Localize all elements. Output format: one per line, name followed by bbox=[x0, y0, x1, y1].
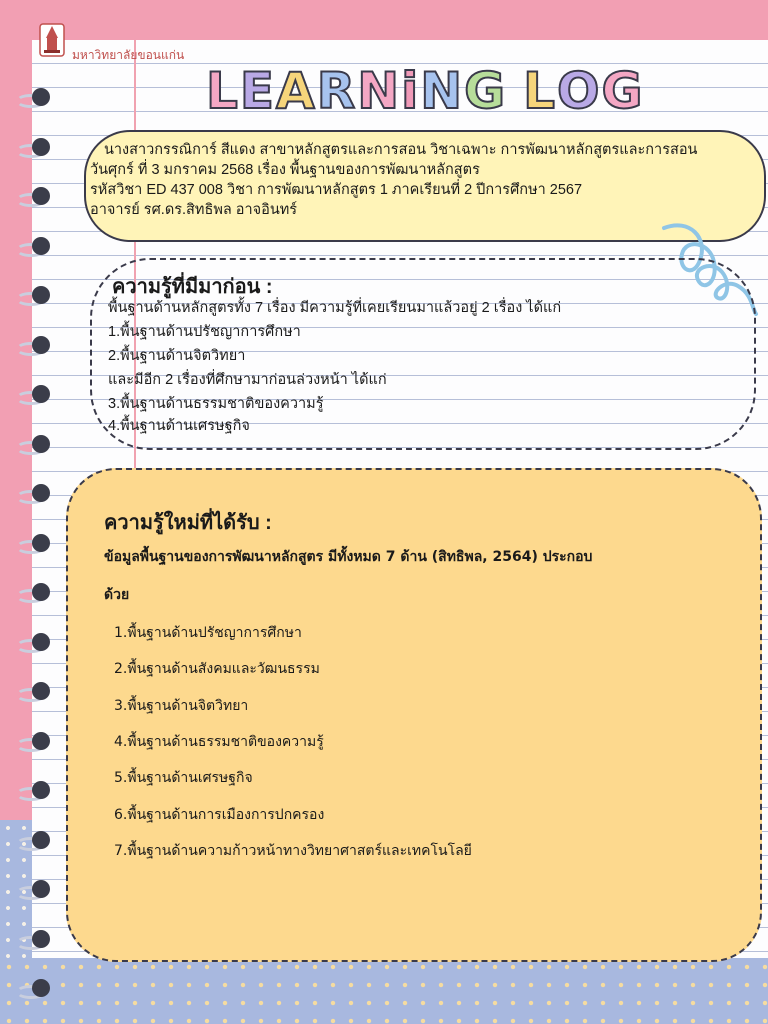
binder-ring-icon bbox=[18, 977, 58, 999]
new-knowledge-item: 2.พื้นฐานด้านสังคมและวัฒนธรรม bbox=[114, 661, 320, 678]
new-knowledge-title: ความรู้ใหม่ที่ได้รับ : bbox=[104, 512, 272, 534]
prior-knowledge-line: 3.พื้นฐานด้านธรรมชาติของความรู้ bbox=[108, 396, 324, 412]
binder-ring-icon bbox=[18, 829, 58, 851]
info-student-line: นางสาวกรรณิการ์ สีแดง สาขาหลักสูตรและการสอน วิชาเฉพาะ การพัฒนาหลักสูตรและการสอน bbox=[104, 142, 698, 158]
binder-ring-icon bbox=[18, 532, 58, 554]
title-letter: N bbox=[357, 62, 400, 120]
binder-ring-icon bbox=[18, 433, 58, 455]
binder-ring-icon bbox=[18, 631, 58, 653]
new-knowledge-intro: ข้อมูลพื้นฐานของการพัฒนาหลักสูตร มีทั้งหมด 7 ด้าน (สิทธิพล, 2564) ประกอบ bbox=[104, 549, 593, 565]
title-letter: L bbox=[206, 62, 238, 120]
title-letter: A bbox=[276, 62, 315, 120]
new-knowledge-item: 4.พื้นฐานด้านธรรมชาติของความรู้ bbox=[114, 733, 324, 750]
title-letter: O bbox=[557, 62, 600, 120]
binder-ring-icon bbox=[18, 284, 58, 306]
university-name: มหาวิทยาลัยขอนแก่น bbox=[72, 48, 185, 62]
prior-knowledge-line: และมีอีก 2 เรื่องที่ศึกษามาก่อนล่วงหน้า ได้แก่ bbox=[108, 372, 387, 388]
binder-ring-icon bbox=[18, 878, 58, 900]
prior-knowledge-line: 4.พื้นฐานด้านเศรษฐกิจ bbox=[108, 418, 250, 434]
title-letter: i bbox=[401, 62, 419, 120]
binder-ring-icon bbox=[18, 185, 58, 207]
title-letter: E bbox=[239, 62, 275, 120]
binder-ring-icon bbox=[18, 730, 58, 752]
binder-ring-icon bbox=[18, 680, 58, 702]
title-letter: G bbox=[464, 62, 506, 120]
new-knowledge-item: 6.พื้นฐานด้านการเมืองการปกครอง bbox=[114, 806, 325, 823]
binder-ring-icon bbox=[18, 86, 58, 108]
title-letter bbox=[507, 62, 521, 122]
prior-knowledge-title: ความรู้ที่มีมาก่อน : bbox=[112, 276, 273, 298]
learning-log-title bbox=[206, 62, 643, 122]
binder-ring-icon bbox=[18, 334, 58, 356]
university-logo-icon bbox=[38, 20, 66, 60]
new-knowledge-item: 5.พื้นฐานด้านเศรษฐกิจ bbox=[114, 770, 253, 787]
binder-ring-icon bbox=[18, 928, 58, 950]
binder-ring-icon bbox=[18, 482, 58, 504]
binder-ring-icon bbox=[18, 235, 58, 257]
info-date-line: วันศุกร์ ที่ 3 มกราคม 2568 เรื่อง พื้นฐานของการพัฒนาหลักสูตร bbox=[90, 162, 480, 178]
binder-ring-icon bbox=[18, 383, 58, 405]
info-course-line: รหัสวิชา ED 437 008 วิชา การพัฒนาหลักสูตร 1 ภาคเรียนที่ 2 ปีการศึกษา 2567 bbox=[90, 182, 583, 198]
new-knowledge-item: 7.พื้นฐานด้านความก้าวหน้าทางวิทยาศาสตร์และเทคโนโลยี bbox=[114, 842, 472, 859]
new-knowledge-item: 3.พื้นฐานด้านจิตวิทยา bbox=[114, 697, 249, 714]
binder-ring-icon bbox=[18, 136, 58, 158]
prior-knowledge-line: พื้นฐานด้านหลักสูตรทั้ง 7 เรื่อง มีความรู้ที่เคยเรียนมาแล้วอยู่ 2 เรื่อง ได้แก่ bbox=[108, 300, 562, 316]
info-teacher-line: อาจารย์ รศ.ดร.สิทธิพล อาจอินทร์ bbox=[90, 202, 298, 218]
new-knowledge-item: 1.พื้นฐานด้านปรัชญาการศึกษา bbox=[114, 625, 302, 641]
title-letter: G bbox=[601, 62, 643, 120]
bottom-dotted-strip bbox=[0, 958, 768, 1024]
prior-knowledge-line: 2.พื้นฐานด้านจิตวิทยา bbox=[108, 348, 246, 364]
top-pink-band bbox=[0, 0, 768, 40]
title-letter: R bbox=[316, 62, 356, 120]
title-letter: N bbox=[420, 62, 463, 120]
title-letter: L bbox=[523, 62, 556, 120]
binder-ring-icon bbox=[18, 779, 58, 801]
binder-ring-icon bbox=[18, 581, 58, 603]
new-knowledge-intro-cont: ด้วย bbox=[104, 587, 130, 603]
prior-knowledge-line: 1.พื้นฐานด้านปรัชญาการศึกษา bbox=[108, 324, 301, 340]
